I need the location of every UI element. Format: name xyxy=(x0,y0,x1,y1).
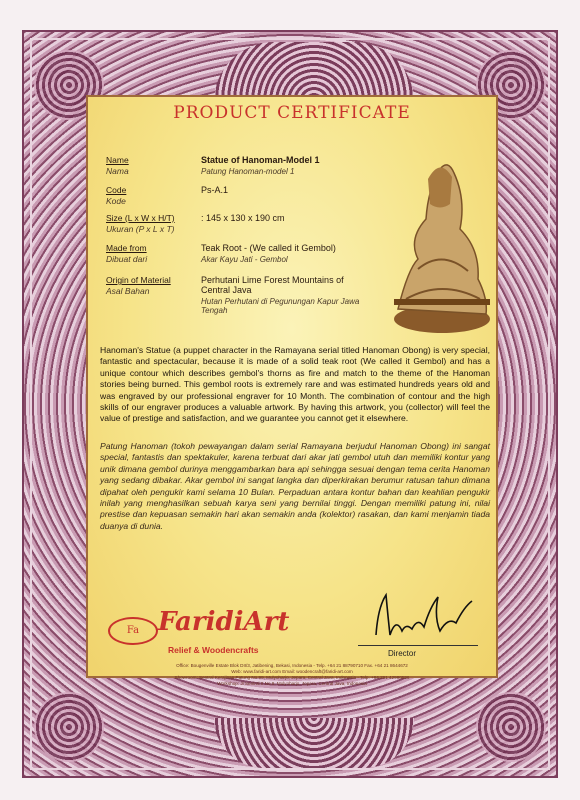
field-value: Perhutani Lime Forest Mountains of Central Java xyxy=(201,275,344,295)
field-label-local: Nama xyxy=(106,166,129,176)
address-line: Office: Bougenville Estate Blok DII/3, Jatibening, Bekasi, Indonesia - Telp. +64 21 88790710 Fax. +64 21 8644672 xyxy=(176,663,408,668)
address-line: Showroom: Sentral Kerajinan Patung No.99, Mulyoharjo, Jepara, Central Java, Indonesia - Telp. +64 291 42980596 xyxy=(174,675,410,680)
field-value-local: Hutan Perhutani di Pegunungan Kapur Jawa Tengah xyxy=(201,297,360,315)
corner-ornament xyxy=(34,692,104,762)
address-line: Web: www.faridi-art.com Email: woodencraft@faridi-art.com xyxy=(231,669,353,674)
bottom-ornament xyxy=(214,718,414,768)
description-indonesian: Patung Hanoman (tokoh pewayangan dalam serial Ramayana berjudul Hanoman Obong) ini sangat special, fantastis dan spektakuler, karena terbuat dari akar jati gembol utuh dan memiliki kontur yang unik dimana gembol durinya menggambarkan bara api sehingga sesuai dengan tema cerita Hanoman yang sedang dibakar. Akar gembol ini sangat langka dan diperkirakan berumur ratusan tahun dimana dipahat oleh pengukir kami selama 10 Bulan. Perpaduan antara kontur bahan dan keahlian pengukir inilah yang menghasilkan sebuah karya seni yang bernilai tinggi. Dengan memiliki patung ini, nilai prestise dan kepuasan semakin hari akan semakin anda (kolektor) rasakan, dan kami menjamin tiada duanya di dunia. xyxy=(100,441,490,531)
company-logo xyxy=(108,607,288,662)
field-label-local: Dibuat dari xyxy=(106,254,148,264)
top-ornament xyxy=(214,42,414,102)
field-value-local: Patung Hanoman-model 1 xyxy=(201,167,295,176)
logo-brand: FaridiArt xyxy=(158,607,290,637)
field-value: : 145 x 130 x 190 cm xyxy=(201,213,285,223)
field-label-local: Asal Bahan xyxy=(106,286,150,296)
signature xyxy=(368,587,478,647)
field-label: Made from xyxy=(106,243,147,253)
description-english: Hanoman's Statue (a puppet character in the Ramayana serial titled Hanoman Obong) is very special, fantastic and spectacular, because it is made of a solid teak root (We called it Gembol) and has a unique contour which describes gembol's thorns as fire and match to the theme of the Hanoman stories being burned. This gembol roots is extremely rare and was estimated hundreds years old and was engraved by our professional engraver for 10 Month. The combination of contour and the high skills of our engraver produces a valuable artwork. By having this artwork, you (collector) will feel the value of prestige and satisfaction, and we guarantee you cannot get it elsewhere. xyxy=(100,345,490,424)
certificate-panel xyxy=(86,95,498,686)
corner-ornament xyxy=(476,692,546,762)
field-value: Teak Root - (We called it Gembol) xyxy=(201,243,336,253)
field-value-local: Akar Kayu Jati - Gembol xyxy=(201,255,288,264)
field-label: Origin of Material xyxy=(106,275,171,285)
field-label-local: Kode xyxy=(106,196,126,206)
field-label: Size (L x W x H/T) xyxy=(106,213,175,223)
field-label: Name xyxy=(106,155,129,165)
field-value: Statue of Hanoman-Model 1 xyxy=(201,155,320,165)
field-label: Code xyxy=(106,185,127,195)
logo-badge: Fa xyxy=(108,617,158,645)
signatory-title: Director xyxy=(388,649,417,658)
statue-photo xyxy=(388,149,496,339)
certificate-title: PRODUCT CERTIFICATE xyxy=(173,103,411,123)
logo-tagline: Relief & Woodencrafts xyxy=(168,645,259,655)
field-label-local: Ukuran (P x L x T) xyxy=(106,224,175,234)
company-address xyxy=(88,663,496,687)
address-line: Workshop: Jl Sentral II No.9, Mulyoharjo, Jepara, Central Java, Indonesia xyxy=(217,681,367,686)
signature-line xyxy=(358,645,478,646)
field-value: Ps-A.1 xyxy=(201,185,229,195)
